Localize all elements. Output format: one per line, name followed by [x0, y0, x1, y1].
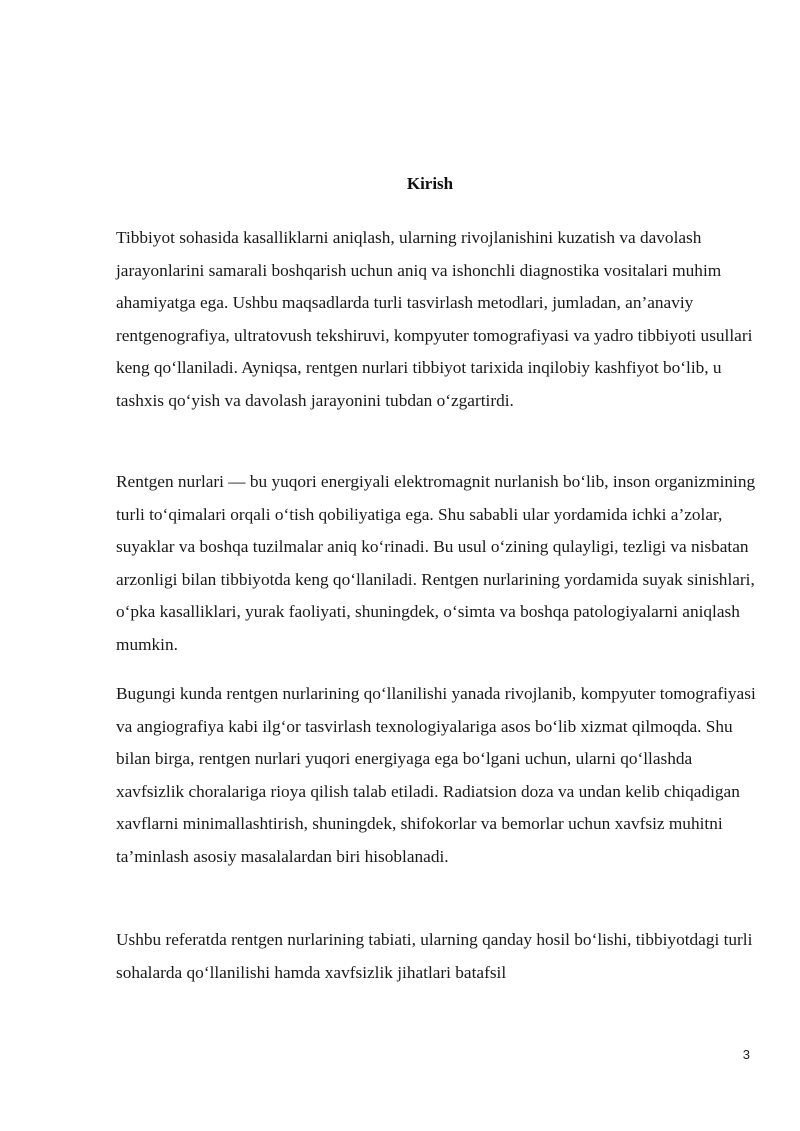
paragraph-report-scope: Ushbu referatda rentgen nurlarining tabiati, ularning qanday hosil bo‘lishi, tibbiyotdagi turli sohalarda qo‘llanilishi hamda xavfsizlik jihatlari batafsil [116, 930, 753, 982]
paragraph-introduction: Tibbiyot sohasida kasalliklarni aniqlash, ularning rivojlanishini kuzatish va davolash jarayonlarini samarali boshqarish uchun aniq va ishonchli diagnostika vositalari muhim ahamiyatga ega. Ushbu maqsadlarda turli tasvirlash metodlari, jumladan, an’anaviy rentgenografiya, ultratovush tekshiruvi, kompyuter tomografiyasi va yadro tibbiyoti usullari keng qo‘llaniladi. Ayniqsa, rentgen nurlari tibbiyot tarixida inqilobiy kashfiyot bo‘lib, u tashxis qo‘yish va davolash jarayonini tubdan o‘zgartirdi. [116, 228, 753, 410]
paragraph-xray-definition: Rentgen nurlari — bu yuqori energiyali elektromagnit nurlanish bo‘lib, inson organizmining turli to‘qimalari orqali o‘tish qobiliyatiga ega. Shu sababli ular yordamida ichki a’zolar, suyaklar va boshqa tuzilmalar aniq ko‘rinadi. Bu usul o‘zining qulayligi, tezligi va nisbatan arzonligi bilan tibbiyotda keng qo‘llaniladi. Rentgen nurlarining yordamida suyak sinishlari, o‘pka kasalliklari, yurak faoliyati, shuningdek, o‘simta va boshqa patologiyalarni aniqlash mumkin. [116, 472, 756, 654]
paragraph-modern-usage: Bugungi kunda rentgen nurlarining qo‘llanilishi yanada rivojlanib, kompyuter tomografiyasi va angiografiya kabi ilg‘or tasvirlash texnologiyalariga asos bo‘lib xizmat qilmoqda. Shu bilan birga, rentgen nurlari yuqori energiyaga ega bo‘lgani uchun, ularni qo‘llashda xavfsizlik choralariga rioya qilish talab etiladi. Radiatsion doza va undan kelib chiqadigan xavflarni minimallashtirish, shuningdek, shifokorlar va bemorlar uchun xavfsiz muhitni ta’minlash asosiy masalalardan biri hisoblanadi. [116, 684, 756, 866]
page-number: 3 [742, 1047, 750, 1062]
section-heading: Kirish [406, 174, 454, 193]
